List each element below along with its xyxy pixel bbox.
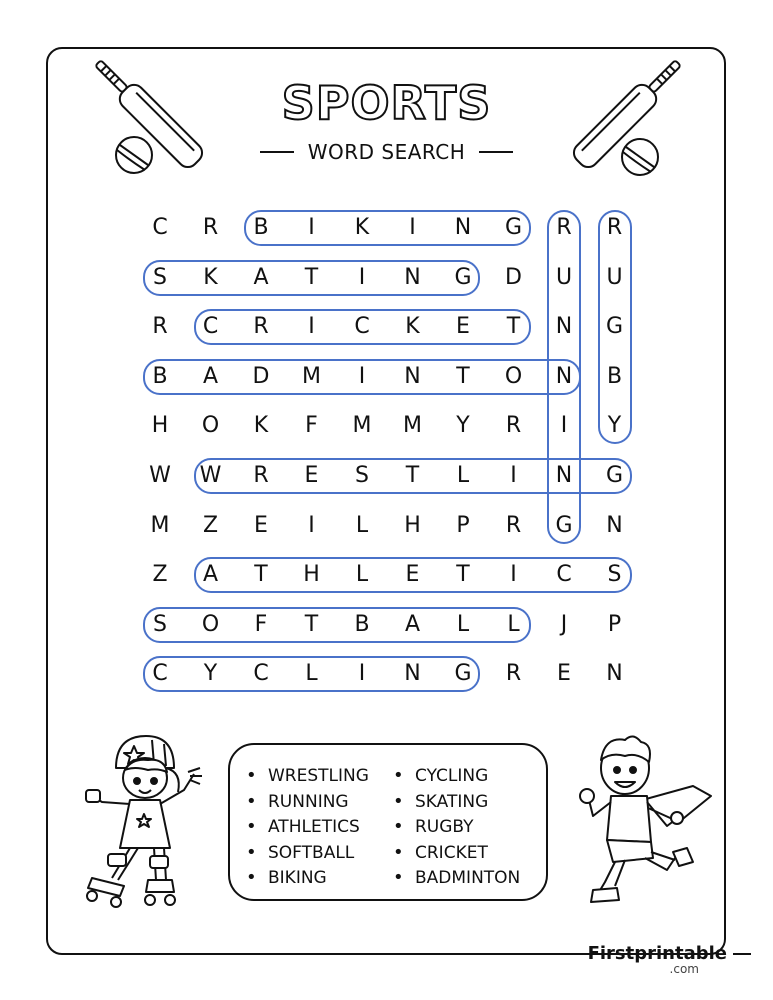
word-list-box	[228, 743, 548, 901]
grid-letter[interactable]: N	[555, 363, 573, 389]
grid-letter[interactable]: L	[355, 562, 369, 588]
grid-letter[interactable]: N	[404, 661, 421, 687]
grid-letter[interactable]: S	[153, 264, 167, 290]
grid-letter[interactable]: G	[605, 463, 624, 488]
page-title: SPORTS	[281, 76, 492, 130]
grid-letter[interactable]: C	[253, 661, 269, 687]
grid-letter[interactable]: O	[504, 363, 523, 389]
grid-letter[interactable]: R	[253, 463, 269, 488]
grid-letter[interactable]: B	[354, 611, 370, 637]
grid-letter[interactable]: K	[203, 264, 218, 290]
grid-letter[interactable]: C	[202, 314, 219, 340]
grid-letter[interactable]: R	[505, 661, 522, 687]
grid-letter[interactable]: I	[308, 314, 315, 340]
grid-letter[interactable]: N	[404, 264, 421, 290]
grid-letter[interactable]: R	[253, 314, 269, 340]
word-list-item: • SKATING	[393, 789, 520, 815]
grid-letter[interactable]: D	[252, 363, 270, 389]
grid-letter[interactable]: N	[606, 512, 623, 538]
brand-name: Firstprintable	[587, 943, 727, 964]
brand-line-right	[733, 953, 751, 955]
grid-letter[interactable]: E	[304, 463, 319, 488]
grid-letter[interactable]: P	[607, 611, 622, 637]
grid-letter[interactable]: U	[555, 264, 573, 290]
brand-line-left	[564, 953, 582, 955]
grid-letter[interactable]: T	[506, 314, 521, 340]
grid-letter[interactable]: A	[202, 562, 219, 588]
grid-letter[interactable]: A	[253, 264, 269, 290]
grid-letter[interactable]: N	[555, 314, 573, 340]
word-list-right	[393, 763, 520, 891]
grid-letter[interactable]: K	[354, 215, 370, 240]
brand-suffix: .com	[669, 962, 699, 976]
grid-letter[interactable]: S	[607, 562, 622, 588]
grid-letter[interactable]: T	[254, 562, 268, 588]
grid-letter[interactable]: T	[405, 463, 420, 488]
grid-letter[interactable]: E	[557, 661, 571, 687]
grid-letter[interactable]: Y	[607, 413, 622, 439]
word-list-item: • BADMINTON	[393, 865, 520, 891]
word-list-item: • BIKING	[246, 865, 369, 891]
grid-letter[interactable]: L	[456, 611, 470, 637]
grid-letter[interactable]: O	[201, 611, 220, 637]
grid-letter[interactable]: R	[152, 314, 168, 340]
running-boy-illustration	[575, 730, 715, 910]
grid-letter[interactable]: L	[456, 463, 470, 488]
found-word-highlight-biking	[244, 210, 531, 246]
grid-letter[interactable]: B	[253, 215, 269, 240]
grid-letter[interactable]: G	[504, 215, 523, 240]
grid-letter[interactable]: R	[202, 215, 219, 240]
grid-letter[interactable]: T	[304, 264, 319, 290]
grid-letter[interactable]: S	[355, 463, 369, 488]
word-list-item: • CYCLING	[393, 763, 520, 789]
grid-letter[interactable]: U	[606, 264, 623, 290]
word-list-item: • ATHLETICS	[246, 814, 369, 840]
grid-letter[interactable]: I	[358, 264, 366, 290]
grid-letter[interactable]: R	[556, 215, 572, 240]
grid-letter[interactable]: M	[302, 363, 321, 389]
word-list-item: • RUNNING	[246, 789, 369, 815]
grid-letter[interactable]: F	[305, 413, 318, 439]
grid-letter[interactable]: N	[404, 363, 421, 389]
grid-letter[interactable]: Z	[202, 512, 219, 538]
grid-letter[interactable]: A	[404, 611, 421, 637]
grid-letter[interactable]: M	[352, 413, 372, 439]
page-subtitle: WORD SEARCH	[307, 140, 466, 164]
grid-letter[interactable]: W	[199, 463, 222, 488]
grid-letter[interactable]: B	[152, 363, 168, 389]
word-list-item: • WRESTLING	[246, 763, 369, 789]
grid-letter[interactable]: C	[354, 314, 370, 340]
grid-letter[interactable]: I	[510, 562, 517, 588]
grid-letter[interactable]: O	[201, 413, 220, 439]
grid-letter[interactable]: N	[454, 215, 472, 240]
grid-letter[interactable]: T	[456, 562, 470, 588]
grid-letter[interactable]: D	[505, 264, 522, 290]
grid-letter[interactable]: S	[153, 611, 167, 637]
grid-letter[interactable]: J	[560, 611, 568, 637]
grid-letter[interactable]: E	[456, 314, 470, 340]
grid-letter[interactable]: H	[151, 413, 169, 439]
grid-letter[interactable]: C	[152, 661, 168, 687]
grid-letter[interactable]: L	[507, 611, 520, 637]
grid-letter[interactable]: L	[305, 661, 318, 687]
grid-letter[interactable]: H	[404, 512, 421, 538]
grid-letter[interactable]: I	[308, 512, 315, 538]
grid-letter[interactable]: I	[510, 463, 517, 488]
word-list-item: • RUGBY	[393, 814, 520, 840]
grid-letter[interactable]: G	[454, 661, 472, 687]
grid-letter[interactable]: R	[606, 215, 623, 240]
grid-letter[interactable]: I	[409, 215, 416, 240]
grid-letter[interactable]: R	[505, 413, 522, 439]
grid-letter[interactable]: R	[505, 512, 522, 538]
grid-letter[interactable]: B	[606, 363, 623, 389]
word-list-item: • CRICKET	[393, 840, 520, 866]
grid-letter[interactable]: Y	[203, 661, 218, 687]
grid-letter[interactable]: C	[556, 562, 572, 588]
grid-letter[interactable]: Y	[456, 413, 470, 439]
grid-letter[interactable]: E	[254, 512, 268, 538]
grid-letter[interactable]: P	[456, 512, 470, 538]
grid-letter[interactable]: I	[308, 215, 315, 240]
grid-letter[interactable]: H	[303, 562, 320, 588]
grid-letter[interactable]: C	[152, 215, 168, 240]
grid-letter[interactable]: G	[555, 512, 573, 538]
grid-letter[interactable]: L	[355, 512, 369, 538]
grid-letter[interactable]: I	[560, 413, 568, 439]
grid-letter[interactable]: I	[358, 661, 366, 687]
grid-letter[interactable]: N	[606, 661, 623, 687]
grid-letter[interactable]: M	[150, 512, 170, 538]
word-list-left	[246, 763, 369, 891]
roller-skater-girl-illustration	[72, 728, 207, 908]
grid-letter[interactable]: T	[304, 611, 319, 637]
grid-letter[interactable]: F	[254, 611, 268, 637]
grid-letter[interactable]: M	[403, 413, 422, 439]
grid-letter[interactable]: A	[202, 363, 219, 389]
grid-letter[interactable]: G	[605, 314, 624, 340]
word-list-item: • SOFTBALL	[246, 840, 369, 866]
grid-letter[interactable]: W	[149, 463, 171, 488]
grid-letter[interactable]: I	[358, 363, 366, 389]
grid-letter[interactable]: K	[253, 413, 269, 439]
grid-letter[interactable]: G	[454, 264, 472, 290]
grid-letter[interactable]: E	[405, 562, 420, 588]
grid-letter[interactable]: N	[555, 463, 573, 488]
grid-letter[interactable]: Z	[152, 562, 168, 588]
grid-letter[interactable]: K	[405, 314, 420, 340]
grid-letter[interactable]: T	[456, 363, 470, 389]
footer-brand	[564, 943, 751, 964]
